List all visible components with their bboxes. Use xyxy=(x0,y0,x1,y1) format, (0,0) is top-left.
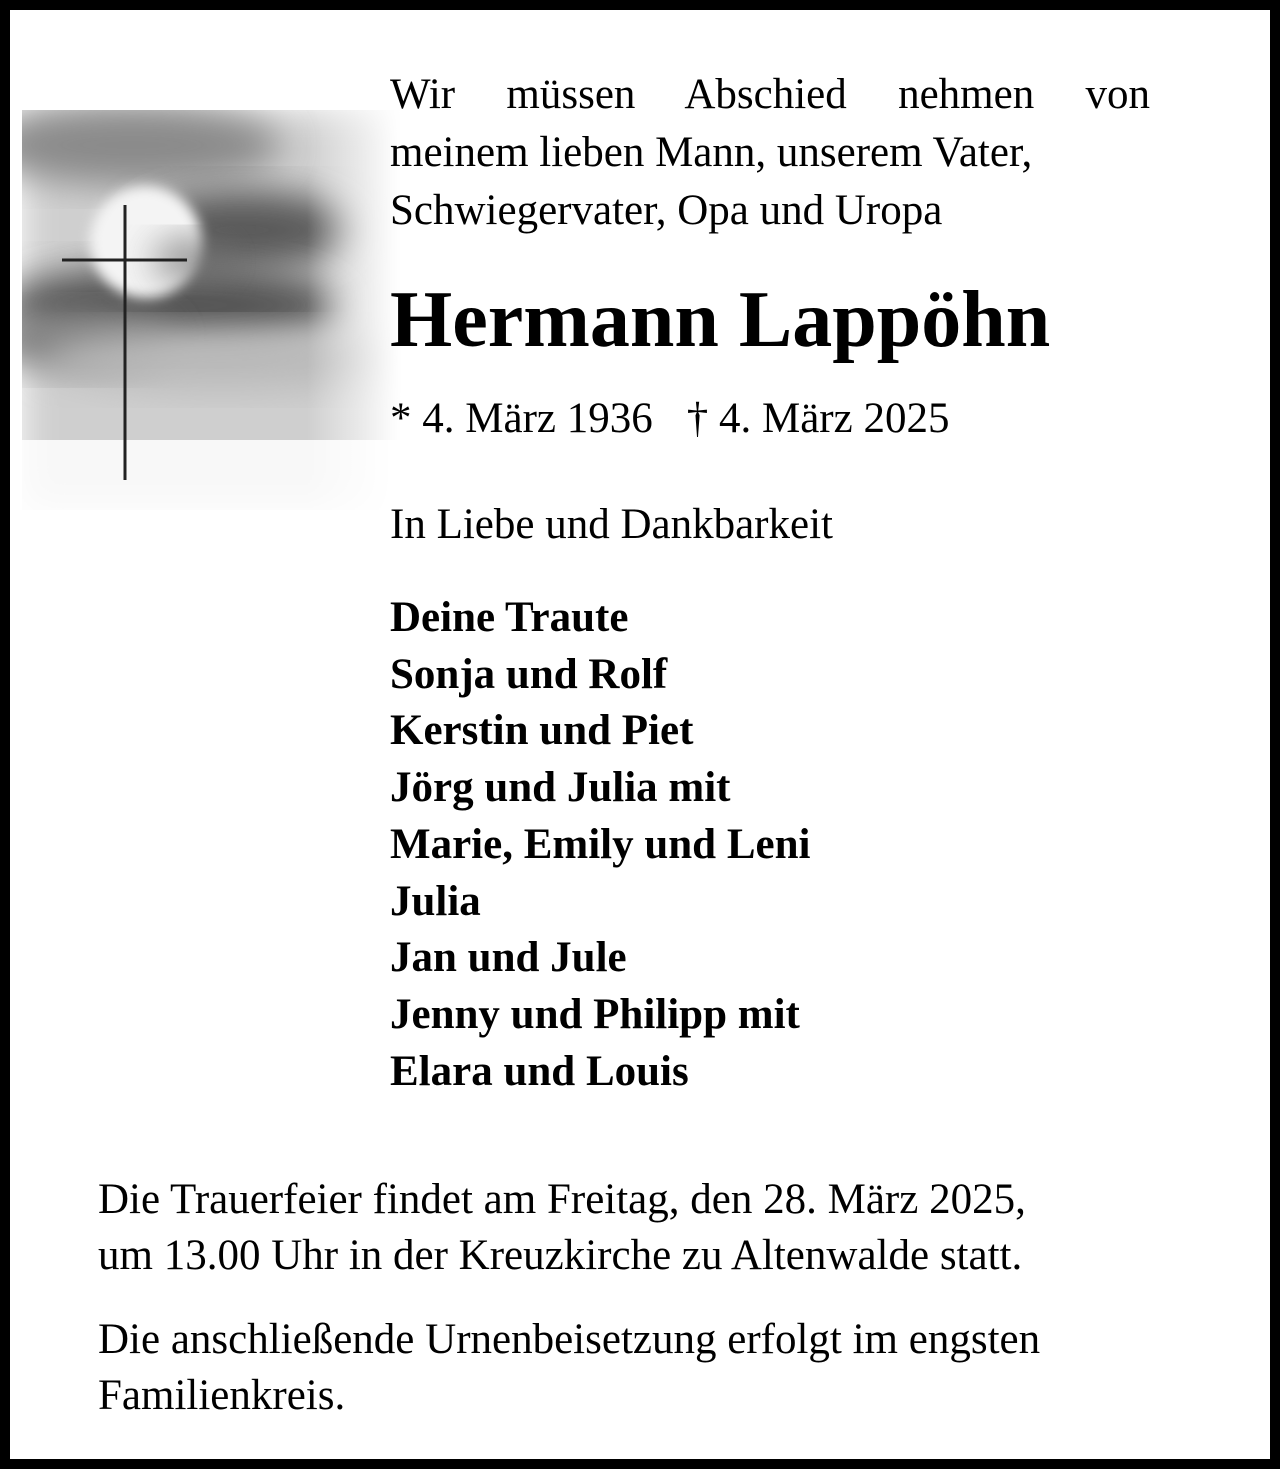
family-member: Deine Traute xyxy=(390,594,629,641)
service-line: um 13.00 Uhr in der Kreuzkirche zu Altenwalde statt. xyxy=(98,1232,1023,1279)
life-dates xyxy=(390,390,949,448)
birth-date: * 4. März 1936 xyxy=(390,395,653,442)
family-member: Jenny und Philipp mit xyxy=(390,990,800,1038)
urn-burial-info xyxy=(98,1312,1218,1424)
service-line: Die Trauerfeier findet am Freitag, den 28. März 2025, xyxy=(98,1176,1026,1223)
family-member: Sonja und Rolf xyxy=(390,650,668,698)
dedication-line: In Liebe und Dankbarkeit xyxy=(390,501,833,548)
family-member: Julia xyxy=(390,877,481,925)
family-member: Jörg und Julia mit xyxy=(390,764,731,812)
family-list xyxy=(390,590,810,1100)
deceased-name: Hermann Lappöhn xyxy=(390,276,1051,364)
family-member: Elara und Louis xyxy=(390,1047,689,1095)
intro-line: Wir müssen Abschied nehmen von xyxy=(390,71,1150,118)
urn-line: Familienkreis. xyxy=(98,1372,346,1419)
urn-line: Die anschließende Urnenbeisetzung erfolgt im engsten xyxy=(98,1316,1041,1363)
intro-line: Schwiegervater, Opa und Uropa xyxy=(390,187,943,234)
death-date: † 4. März 2025 xyxy=(686,395,950,442)
intro-line: meinem lieben Mann, unserem Vater, xyxy=(390,129,1033,176)
cross-moon-icon xyxy=(22,110,402,510)
family-member: Jan und Jule xyxy=(390,934,627,982)
intro-text xyxy=(390,66,1150,240)
family-member: Kerstin und Piet xyxy=(390,707,694,755)
service-info xyxy=(98,1172,1218,1284)
family-member: Marie, Emily und Leni xyxy=(390,820,811,868)
